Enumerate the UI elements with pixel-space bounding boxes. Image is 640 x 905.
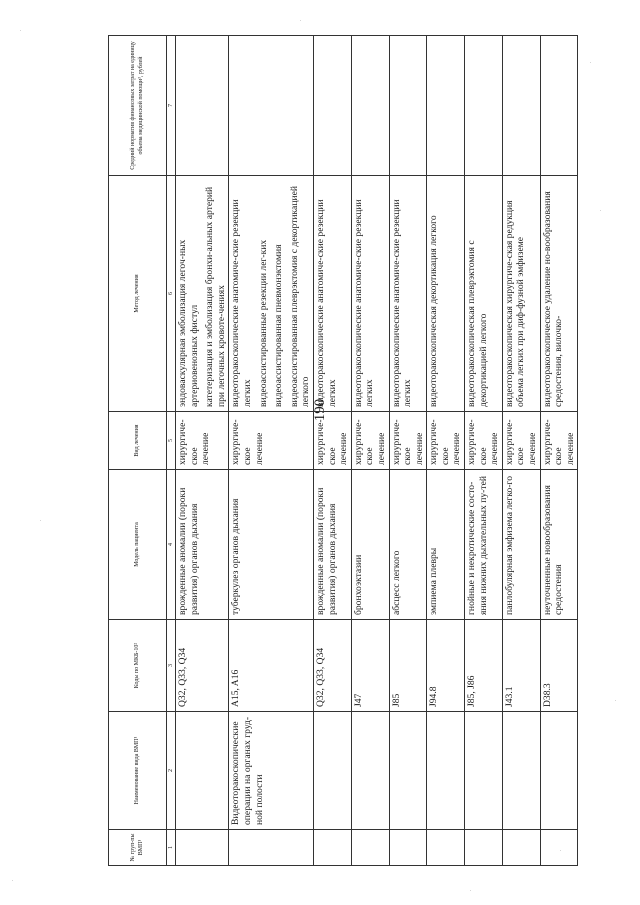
method-item: видеоторакоскопическая декортикация легкого xyxy=(428,215,440,407)
method-item: видеоторакоскопические анатомиче-ские резекции легких xyxy=(230,199,253,407)
scan-speck xyxy=(600,210,601,211)
cell-methods xyxy=(176,176,229,412)
cell-icd-codes: D38.3 xyxy=(540,620,578,712)
cell-treatment-type: хирургиче-ское лечение xyxy=(465,412,503,470)
cell-icd-codes: J94.8 xyxy=(427,620,465,712)
table-row xyxy=(313,36,351,866)
method-item: видеоассистированная плеврэктомия с декортикацией легкого xyxy=(288,186,312,407)
method-item: видеоассистированная пневмонэктомия xyxy=(273,244,285,407)
cell-cost xyxy=(176,36,229,176)
cell-cost xyxy=(229,36,314,176)
header-name: Наименование вида ВМП¹ xyxy=(109,712,167,830)
cell-group xyxy=(465,830,503,866)
scan-speck xyxy=(615,700,616,701)
cell-cost xyxy=(540,36,578,176)
vmp-table xyxy=(108,35,578,866)
column-number: 3 xyxy=(167,620,176,712)
cell-cost xyxy=(313,36,351,176)
cell-patient-model: туберкулез органов дыхания xyxy=(229,470,314,620)
cell-patient-model: эмпиема плевры xyxy=(427,470,465,620)
cell-group xyxy=(427,830,465,866)
column-number: 4 xyxy=(167,470,176,620)
column-number-row xyxy=(167,36,176,866)
header-icd: Коды по МКБ-10² xyxy=(109,620,167,712)
table-row xyxy=(427,36,465,866)
cell-vmp-name xyxy=(540,712,578,830)
cell-treatment-type: хирургиче-ское лечение xyxy=(176,412,229,470)
cell-patient-model: врожденные аномалии (пороки развития) органов дыхания xyxy=(176,470,229,620)
table-container xyxy=(108,36,608,866)
column-number: 5 xyxy=(167,412,176,470)
cell-methods xyxy=(313,176,351,412)
cell-vmp-name: Видеоторакоскопические операции на органах груд-ной полости xyxy=(229,712,314,830)
cell-icd-codes: J47 xyxy=(351,620,389,712)
cell-treatment-type: хирургиче-ское лечение xyxy=(313,412,351,470)
column-number: 7 xyxy=(167,36,176,176)
scan-speck xyxy=(20,30,21,31)
scan-speck xyxy=(40,520,41,521)
cell-icd-codes: J43.1 xyxy=(502,620,540,712)
table-row xyxy=(389,36,427,866)
method-item: видеоторакоскопическая хирургиче-ская редукция объема легких при диф-фузной эмфиземе xyxy=(503,200,527,407)
cell-cost xyxy=(502,36,540,176)
column-number: 6 xyxy=(167,176,176,412)
cell-group xyxy=(313,830,351,866)
column-number: 2 xyxy=(167,712,176,830)
table-row xyxy=(229,36,314,866)
cell-group xyxy=(540,830,578,866)
method-item: видеоторакоскопические анатомиче-ские резекции легких xyxy=(390,199,414,407)
cell-patient-model: врожденные аномалии (пороки развития) органов дыхания xyxy=(313,470,351,620)
cell-group xyxy=(389,830,427,866)
scan-speck xyxy=(470,890,471,891)
cell-cost xyxy=(351,36,389,176)
scan-speck xyxy=(590,62,591,63)
cell-treatment-type: хирургиче-ское лечение xyxy=(351,412,389,470)
table-body xyxy=(176,36,578,866)
cell-methods xyxy=(427,176,465,412)
cell-treatment-type: хирургиче-ское лечение xyxy=(540,412,578,470)
cell-treatment-type: хирургиче-ское лечение xyxy=(389,412,427,470)
method-item: катетеризация и эмболизация бронхи-альных артерий при легочных кровоте-чениях xyxy=(204,186,227,407)
cell-vmp-name xyxy=(351,712,389,830)
cell-methods xyxy=(540,176,578,412)
cell-vmp-name xyxy=(313,712,351,830)
page-number: 190 xyxy=(312,398,328,422)
cell-treatment-type: хирургиче-ское лечение xyxy=(229,412,314,470)
cell-methods xyxy=(389,176,427,412)
cell-vmp-name xyxy=(502,712,540,830)
scan-speck xyxy=(300,20,301,21)
cell-methods xyxy=(465,176,503,412)
table-row xyxy=(176,36,229,866)
table-row xyxy=(465,36,503,866)
cell-treatment-type: хирургиче-ское лечение xyxy=(427,412,465,470)
cell-cost xyxy=(427,36,465,176)
scan-speck xyxy=(12,880,13,881)
table-row xyxy=(540,36,578,866)
scan-speck xyxy=(560,850,561,851)
cell-icd-codes: Q32, Q33, Q34 xyxy=(313,620,351,712)
cell-vmp-name xyxy=(389,712,427,830)
cell-methods xyxy=(229,176,314,412)
cell-cost xyxy=(465,36,503,176)
header-model: Модель пациента xyxy=(109,470,167,620)
cell-icd-codes: J85, J86 xyxy=(465,620,503,712)
cell-treatment-type: хирургиче-ское лечение xyxy=(502,412,540,470)
header-cost: Средний норматив финансовых затрат на единицу объема медицинской помощи³, рублей xyxy=(109,36,167,176)
cell-group xyxy=(502,830,540,866)
cell-vmp-name xyxy=(427,712,465,830)
cell-patient-model: панлобулярная эмфизема легко-го xyxy=(502,470,540,620)
method-item: видеоторакоскопические анатомиче-ские резекции легких xyxy=(314,199,338,407)
cell-methods xyxy=(351,176,389,412)
header-treatment-type: Вид лечения xyxy=(109,412,167,470)
cell-group xyxy=(176,830,229,866)
table-row xyxy=(502,36,540,866)
cell-patient-model: абсцесс легкого xyxy=(389,470,427,620)
cell-patient-model: гнойные и некротические состо-яния нижних дыхательных пу-тей xyxy=(465,470,503,620)
method-item: видеоассистированные резекции лег-ких xyxy=(257,239,269,407)
table-row xyxy=(351,36,389,866)
cell-icd-codes: J85 xyxy=(389,620,427,712)
method-item: видеоторакоскопические анатомиче-ские резекции легких xyxy=(352,199,376,407)
cell-methods xyxy=(502,176,540,412)
header-group: № груп-пы ВМП¹ xyxy=(109,830,167,866)
cell-vmp-name xyxy=(465,712,503,830)
cell-patient-model: неуточненные новообразования средостения xyxy=(540,470,578,620)
method-item: видеоторакоскопическое удаление но-вообразования средостения, вилочко- xyxy=(541,191,565,407)
header-method: Метод лечения xyxy=(109,176,167,412)
column-number: 1 xyxy=(167,830,176,866)
cell-icd-codes: Q32, Q33, Q34 xyxy=(176,620,229,712)
cell-patient-model: бронхоэктазии xyxy=(351,470,389,620)
cell-icd-codes: A15, A16 xyxy=(229,620,314,712)
cell-vmp-name xyxy=(176,712,229,830)
method-item: эндоваскулярная эмболизация легоч-ных артериовенозных фистул xyxy=(177,239,200,407)
method-item: видеоторакоскопическая плеврэктомия с декортикацией легкого xyxy=(466,240,489,407)
cell-group xyxy=(229,830,314,866)
cell-group xyxy=(351,830,389,866)
cell-cost xyxy=(389,36,427,176)
